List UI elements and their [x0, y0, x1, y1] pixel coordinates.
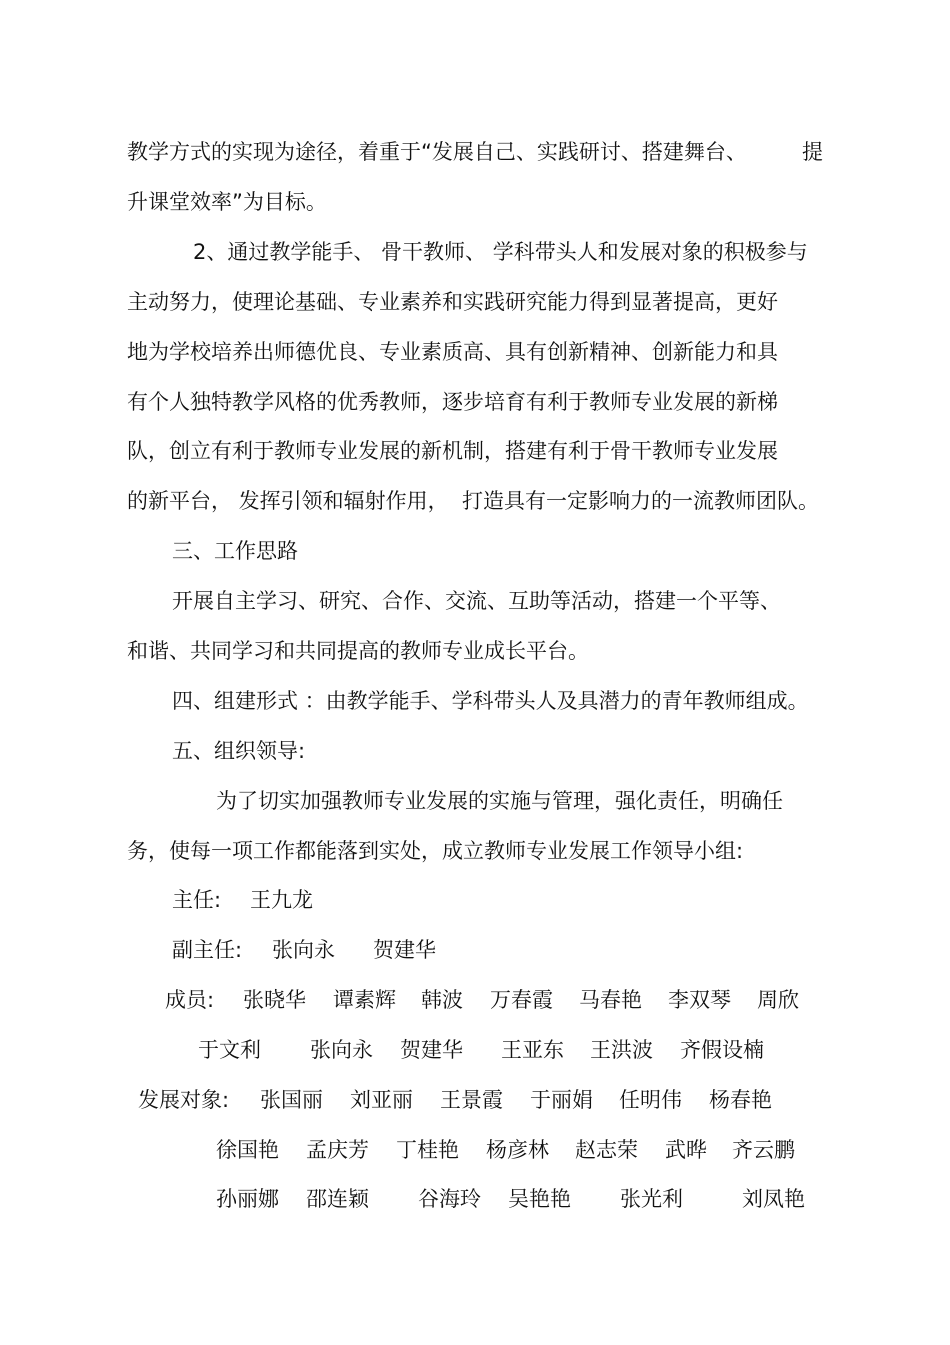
- members-label: 成员:: [165, 988, 215, 1012]
- target-name: 王景霞: [440, 1088, 503, 1112]
- director-name: 王九龙: [250, 888, 313, 912]
- paragraph-2-line-5: 队，创立有利于教师专业发展的新机制，搭建有利于骨干教师专业发展: [127, 439, 778, 463]
- target-name: 赵志荣: [575, 1138, 638, 1162]
- member-name: 贺建华: [400, 1038, 463, 1062]
- targets-label: 发展对象:: [138, 1088, 230, 1112]
- member-name: 李双琴: [668, 988, 731, 1012]
- member-name: 周欣: [757, 988, 799, 1012]
- member-name: 于文利: [198, 1038, 261, 1062]
- deputy-name: 张向永: [272, 938, 335, 962]
- deputy-label: 副主任:: [172, 938, 243, 962]
- member-name: 王洪波: [590, 1038, 653, 1062]
- paragraph-1-line-1-end: 提: [802, 140, 823, 164]
- target-name: 孙丽娜: [216, 1187, 279, 1211]
- member-name: 马春艳: [579, 988, 642, 1012]
- section-3-line-1: 开展自主学习、研究、合作、交流、互助等活动，搭建一个平等、: [172, 589, 781, 613]
- paragraph-1-line-2: 升课堂效率”为目标。: [127, 190, 327, 214]
- target-name: 张国丽: [260, 1088, 323, 1112]
- paragraph-2-line-4: 有个人独特教学风格的优秀教师，逐步培育有利于教师专业发展的新梯: [127, 390, 778, 414]
- member-name: 万春霞: [490, 988, 553, 1012]
- director-label: 主任:: [172, 888, 222, 912]
- target-name: 徐国艳: [216, 1138, 279, 1162]
- target-name: 于丽娟: [530, 1088, 593, 1112]
- deputy-name: 贺建华: [373, 938, 436, 962]
- target-name: 邵连颖: [306, 1187, 369, 1211]
- paragraph-2-line-6: 的新平台， 发挥引领和辐射作用， 打造具有一定影响力的一流教师团队。: [127, 489, 820, 513]
- section-5-heading: 五、组织领导:: [172, 739, 306, 763]
- paragraph-2-line-3: 地为学校培养出师德优良、专业素质高、具有创新精神、创新能力和具: [127, 340, 778, 364]
- section-5-line-2: 务，使每一项工作都能落到实处，成立教师专业发展工作领导小组:: [127, 839, 744, 863]
- section-3-line-2: 和谐、共同学习和共同提高的教师专业成长平台。: [127, 639, 589, 663]
- member-name: 韩波: [421, 988, 463, 1012]
- target-name: 张光利: [620, 1187, 683, 1211]
- target-name: 武晔: [665, 1138, 707, 1162]
- target-name: 杨春艳: [709, 1088, 772, 1112]
- section-4-line: 四、组建形式 ：由教学能手、学科带头人及具潜力的青年教师组成。: [172, 689, 809, 713]
- target-name: 刘亚丽: [350, 1088, 413, 1112]
- paragraph-1-line-1: 教学方式的实现为途径，着重于“发展自己、实践研讨、搭建舞台、: [127, 140, 747, 164]
- section-5-line-1: 为了切实加强教师专业发展的实施与管理，强化责任，明确任: [216, 789, 783, 813]
- member-name: 张晓华: [243, 988, 306, 1012]
- target-name: 吴艳艳: [508, 1187, 571, 1211]
- target-name: 齐云鹏: [732, 1138, 795, 1162]
- target-name: 刘凤艳: [742, 1187, 805, 1211]
- member-name: 张向永: [310, 1038, 373, 1062]
- target-name: 任明伟: [619, 1088, 682, 1112]
- member-name: 王亚东: [501, 1038, 564, 1062]
- member-name: 齐假设楠: [680, 1038, 764, 1062]
- target-name: 谷海玲: [418, 1187, 481, 1211]
- member-name: 谭素辉: [333, 988, 396, 1012]
- target-name: 孟庆芳: [306, 1138, 369, 1162]
- paragraph-2-line-2: 主动努力，使理论基础、专业素养和实践研究能力得到显著提高，更好: [127, 290, 778, 314]
- target-name: 杨彦林: [486, 1138, 549, 1162]
- section-3-heading: 三、工作思路: [172, 539, 298, 563]
- paragraph-2-line-1: 2、通过教学能手、 骨干教师、 学科带头人和发展对象的积极参与: [193, 240, 808, 264]
- target-name: 丁桂艳: [396, 1138, 459, 1162]
